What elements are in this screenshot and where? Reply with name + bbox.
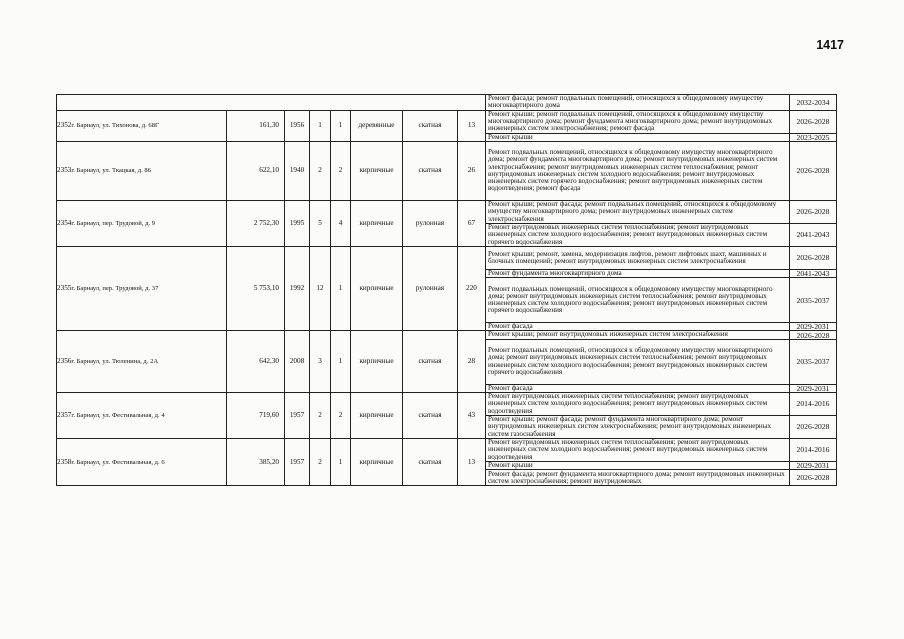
years-cell: 2026-2028 bbox=[790, 331, 837, 339]
floors-cell: 2 bbox=[310, 141, 331, 200]
work-cell: Ремонт внутридомовых инженерных систем теплоснабжения; ремонт внутридомовых инженерных систем холодного водоснабжения; ремонт внутридомовых инженерных систем водоотведения bbox=[486, 439, 790, 462]
work-cell: Ремонт крыши bbox=[486, 462, 790, 470]
roof-type-cell: скатная bbox=[403, 393, 458, 439]
table-row bbox=[57, 246, 837, 269]
entrances-cell: 1 bbox=[331, 439, 351, 486]
carry-empty-cell bbox=[57, 95, 486, 111]
address-cell bbox=[57, 200, 227, 246]
residents-cell: 13 bbox=[458, 439, 486, 486]
year-cell: 1956 bbox=[285, 110, 310, 141]
wall-material-cell: кирпичные bbox=[351, 246, 403, 331]
address-cell bbox=[57, 331, 227, 393]
years-cell: 2026-2028 bbox=[790, 470, 837, 486]
roof-type-cell: рулонная bbox=[403, 246, 458, 331]
work-cell: Ремонт фасада; ремонт подвальных помещений, относящихся к общедомовому имуществу многоквартирного дома bbox=[486, 95, 790, 111]
carry-row bbox=[57, 95, 837, 111]
area-cell: 385,20 bbox=[227, 439, 285, 486]
work-cell: Ремонт фасада; ремонт фундамента многоквартирного дома; ремонт внутридомовых инженерных систем электроснабжения; ремонт внутридомовых bbox=[486, 470, 790, 486]
years-cell: 2029-2031 bbox=[790, 462, 837, 470]
address-cell bbox=[57, 141, 227, 200]
year-cell: 2008 bbox=[285, 331, 310, 393]
wall-material-cell: кирпичные bbox=[351, 393, 403, 439]
work-cell: Ремонт крыши; ремонт подвальных помещений, относящихся к общедомовому имуществу многоквартирного дома; ремонт фундамента многоквартирного дома; ремонт внутридомовых инженерных систем электроснабжения; ремонт фасада bbox=[486, 110, 790, 133]
roof-type-cell: скатная bbox=[403, 331, 458, 393]
years-cell: 2026-2028 bbox=[790, 200, 837, 223]
years-cell: 2026-2028 bbox=[790, 416, 837, 439]
floors-cell: 5 bbox=[310, 200, 331, 246]
entrances-cell: 1 bbox=[331, 110, 351, 141]
area-cell: 2 752,30 bbox=[227, 200, 285, 246]
years-cell: 2026-2028 bbox=[790, 246, 837, 269]
work-cell: Ремонт крыши; ремонт фасада; ремонт подвальных помещений, относящихся к общедомовому имуществу многоквартирного дома; ремонт внутридомовых инженерных систем электроснабжения bbox=[486, 200, 790, 223]
work-cell: Ремонт фасада bbox=[486, 384, 790, 392]
years-cell: 2026-2028 bbox=[790, 141, 837, 200]
table-row bbox=[57, 439, 837, 462]
entrances-cell: 2 bbox=[331, 141, 351, 200]
roof-type-cell: скатная bbox=[403, 439, 458, 486]
table-row bbox=[57, 200, 837, 223]
building-number: 2358 bbox=[57, 457, 72, 466]
table-row bbox=[57, 110, 837, 133]
table-row bbox=[57, 331, 837, 339]
year-cell: 1957 bbox=[285, 439, 310, 486]
years-cell: 2035-2037 bbox=[790, 278, 837, 323]
years-cell: 2029-2031 bbox=[790, 323, 837, 331]
building-address: г. Барнаул, ул. Фестивальная, д. 4 bbox=[71, 411, 165, 419]
area-cell: 5 753,10 bbox=[227, 246, 285, 331]
entrances-cell: 1 bbox=[331, 246, 351, 331]
floors-cell: 3 bbox=[310, 331, 331, 393]
roof-type-cell: скатная bbox=[403, 110, 458, 141]
residents-cell: 67 bbox=[458, 200, 486, 246]
work-cell: Ремонт внутридомовых инженерных систем теплоснабжения; ремонт внутридомовых инженерных систем холодного водоснабжения; ремонт внутридомовых инженерных систем горячего водоснабжения bbox=[486, 223, 790, 246]
building-address: г. Барнаул, пер. Трудовой, д. 37 bbox=[71, 285, 159, 293]
work-cell: Ремонт крыши bbox=[486, 133, 790, 141]
years-cell: 2014-2016 bbox=[790, 393, 837, 416]
years-cell: 2041-2043 bbox=[790, 269, 837, 277]
wall-material-cell: кирпичные bbox=[351, 141, 403, 200]
roof-type-cell: скатная bbox=[403, 141, 458, 200]
wall-material-cell: кирпичные bbox=[351, 200, 403, 246]
residents-cell: 220 bbox=[458, 246, 486, 331]
building-address: г. Барнаул, ул. Фестивальная, д. 6 bbox=[71, 458, 165, 466]
area-cell: 719,60 bbox=[227, 393, 285, 439]
building-address: г. Барнаул, ул. Тюленина, д. 2А bbox=[71, 358, 159, 366]
building-number: 2356 bbox=[57, 357, 72, 366]
entrances-cell: 1 bbox=[331, 331, 351, 393]
entrances-cell: 4 bbox=[331, 200, 351, 246]
wall-material-cell: кирпичные bbox=[351, 439, 403, 486]
address-cell bbox=[57, 246, 227, 331]
year-cell: 1995 bbox=[285, 200, 310, 246]
address-cell bbox=[57, 439, 227, 486]
building-address: г. Барнаул, ул. Тихонова, д. 68Г bbox=[71, 122, 159, 130]
floors-cell: 2 bbox=[310, 439, 331, 486]
year-cell: 1992 bbox=[285, 246, 310, 331]
capital-repair-table bbox=[56, 94, 837, 486]
residents-cell: 26 bbox=[458, 141, 486, 200]
years-cell: 2026-2028 bbox=[790, 110, 837, 133]
building-number: 2353 bbox=[57, 166, 72, 175]
work-cell: Ремонт крыши; ремонт, замена, модернизация лифтов, ремонт лифтовых шахт, машинных и блочных помещений; ремонт внутридомовых инженерных систем электроснабжения bbox=[486, 246, 790, 269]
page-number: 1417 bbox=[816, 38, 844, 52]
table-row bbox=[57, 393, 837, 416]
work-cell: Ремонт фундамента многоквартирного дома bbox=[486, 269, 790, 277]
work-cell: Ремонт крыши; ремонт внутридомовых инженерных систем электроснабжения bbox=[486, 331, 790, 339]
floors-cell: 2 bbox=[310, 393, 331, 439]
area-cell: 622,10 bbox=[227, 141, 285, 200]
work-cell: Ремонт подвальных помещений, относящихся к общедомовому имуществу многоквартирного дома; ремонт фундамента многоквартирного дома; ремонт внутридомовых инженерных систем электроснабжения; ремонт внутридомовых инженерных систем теплоснабжения; ремонт внутридомовых инженерных систем холодного водоснабжения; ремонт внутридомовых инженерных систем горячего водоснабжения; ремонт внутридомовых инженерных систем водоотведения; ремонт фасада bbox=[486, 141, 790, 200]
building-number: 2354 bbox=[57, 218, 72, 227]
table-row bbox=[57, 141, 837, 200]
year-cell: 1957 bbox=[285, 393, 310, 439]
years-cell: 2035-2037 bbox=[790, 339, 837, 384]
residents-cell: 13 bbox=[458, 110, 486, 141]
years-cell: 2041-2043 bbox=[790, 223, 837, 246]
area-cell: 642,30 bbox=[227, 331, 285, 393]
year-cell: 1940 bbox=[285, 141, 310, 200]
work-cell: Ремонт крыши; ремонт фасада; ремонт фундамента многоквартирного дома; ремонт внутридомовых инженерных систем электроснабжения; ремонт внутридомовых инженерных систем газоснабжения bbox=[486, 416, 790, 439]
years-cell: 2029-2031 bbox=[790, 384, 837, 392]
building-number: 2355 bbox=[57, 284, 72, 293]
floors-cell: 12 bbox=[310, 246, 331, 331]
wall-material-cell: кирпичные bbox=[351, 331, 403, 393]
work-cell: Ремонт подвальных помещений, относящихся к общедомовому имуществу многоквартирного дома; ремонт внутридомовых инженерных систем теплоснабжения; ремонт внутридомовых инженерных систем холодного водоснабжения; ремонт внутридомовых инженерных систем горячего водоснабжения bbox=[486, 278, 790, 323]
years-cell: 2023-2025 bbox=[790, 133, 837, 141]
floors-cell: 1 bbox=[310, 110, 331, 141]
residents-cell: 28 bbox=[458, 331, 486, 393]
years-cell: 2014-2016 bbox=[790, 439, 837, 462]
address-cell bbox=[57, 393, 227, 439]
building-address: г. Барнаул, пер. Трудовой, д. 9 bbox=[71, 219, 156, 227]
work-cell: Ремонт подвальных помещений, относящихся к общедомовому имуществу многоквартирного дома; ремонт внутридомовых инженерных систем теплоснабжения; ремонт внутридомовых инженерных систем холодного водоснабжения; ремонт внутридомовых инженерных систем горячего водоснабжения bbox=[486, 339, 790, 384]
entrances-cell: 2 bbox=[331, 393, 351, 439]
work-cell: Ремонт внутридомовых инженерных систем теплоснабжения; ремонт внутридомовых инженерных систем холодного водоснабжения; ремонт внутридомовых инженерных систем водоотведения bbox=[486, 393, 790, 416]
building-number: 2357 bbox=[57, 410, 72, 419]
roof-type-cell: рулонная bbox=[403, 200, 458, 246]
address-cell bbox=[57, 110, 227, 141]
building-number: 2352 bbox=[57, 121, 72, 130]
work-cell: Ремонт фасада bbox=[486, 323, 790, 331]
area-cell: 161,30 bbox=[227, 110, 285, 141]
wall-material-cell: деревянные bbox=[351, 110, 403, 141]
residents-cell: 43 bbox=[458, 393, 486, 439]
building-address: г. Барнаул, ул. Ткацкая, д. 86 bbox=[71, 167, 151, 175]
years-cell: 2032-2034 bbox=[790, 95, 837, 111]
